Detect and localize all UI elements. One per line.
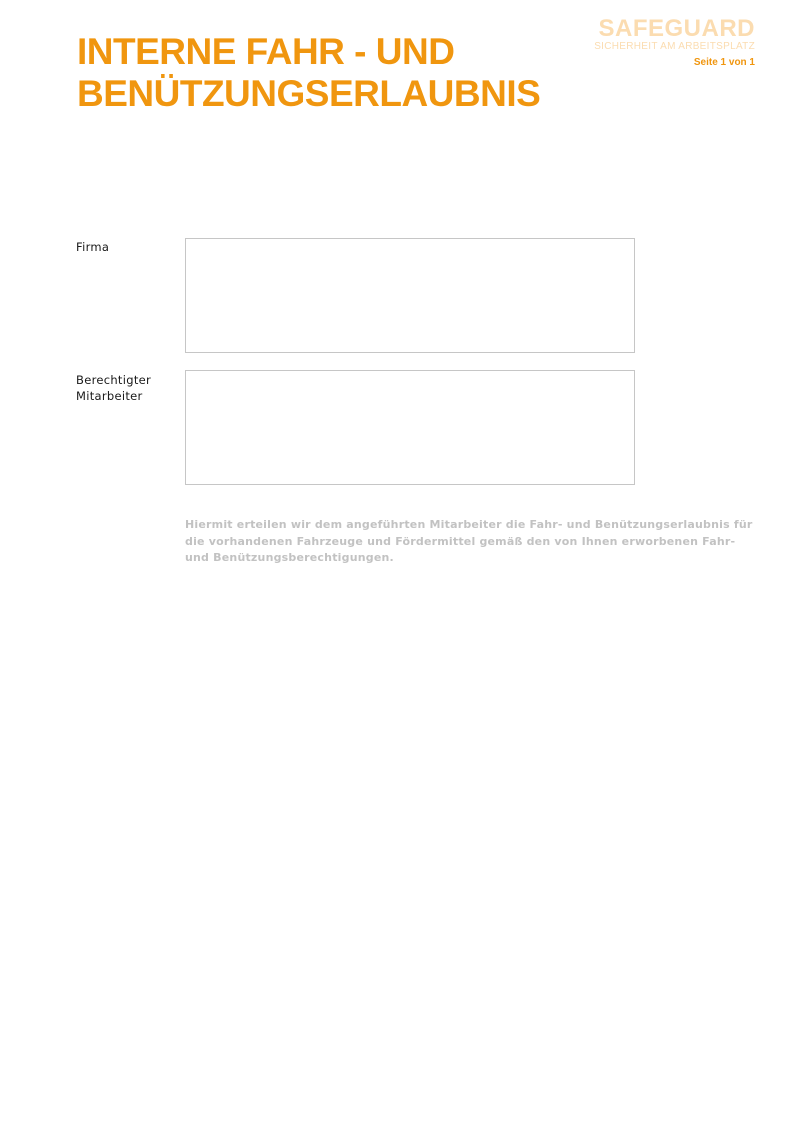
authorization-statement: Hiermit erteilen wir dem angeführten Mitarbeiter die Fahr- und Benützungserlaubnis für die vorhandenen Fahrzeuge und Fördermittel gemäß den von Ihnen erworbenen Fahr- und Benützungsberechtigungen. — [185, 518, 753, 564]
page-indicator: Seite 1 von 1 — [693, 57, 755, 68]
firma-label: Firma — [76, 240, 110, 254]
logo-tagline: SICHERHEIT AM ARBEITSPLATZ — [594, 41, 755, 52]
document-title-line-1: INTERNE FAHR - UND — [77, 31, 455, 72]
mitarbeiter-label: Berechtigter Mitarbeiter — [76, 373, 152, 403]
document-title-line-2: BENÜTZUNGSERLAUBNIS — [77, 73, 541, 114]
firma-field[interactable] — [185, 238, 635, 353]
safeguard-logo — [594, 16, 755, 52]
document-title — [77, 31, 540, 115]
mitarbeiter-field[interactable] — [185, 370, 635, 485]
logo-wordmark: SAFEGUARD — [598, 15, 755, 42]
